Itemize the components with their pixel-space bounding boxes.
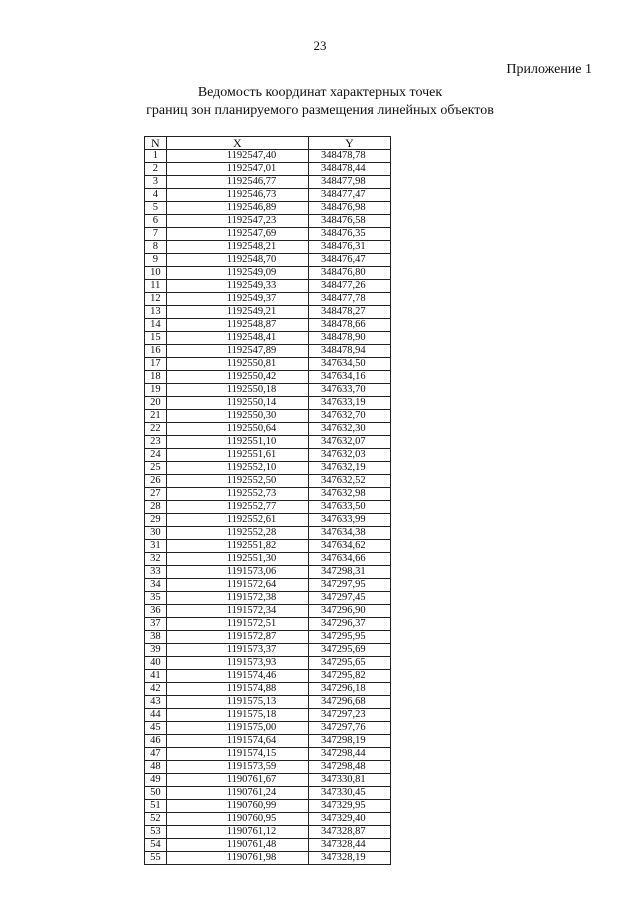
table-row — [145, 163, 391, 176]
table-row — [145, 397, 391, 410]
table-row — [145, 722, 391, 735]
x-coordinate-cell: 1190760,95 — [166, 813, 308, 826]
y-coordinate-cell: 348476,31 — [309, 241, 391, 254]
y-coordinate-cell: 347329,95 — [309, 800, 391, 813]
y-coordinate-cell: 347296,37 — [309, 618, 391, 631]
y-coordinate-cell: 347634,50 — [309, 358, 391, 371]
table-row — [145, 683, 391, 696]
y-coordinate-cell: 347632,52 — [309, 475, 391, 488]
x-coordinate-cell: 1192547,40 — [166, 150, 308, 163]
x-coordinate-cell: 1191573,06 — [166, 566, 308, 579]
point-number-cell: 1 — [145, 150, 167, 163]
x-coordinate-cell: 1192547,23 — [166, 215, 308, 228]
y-coordinate-cell: 347296,68 — [309, 696, 391, 709]
point-number-cell: 7 — [145, 228, 167, 241]
point-number-cell: 31 — [145, 540, 167, 553]
y-coordinate-cell: 348476,47 — [309, 254, 391, 267]
table-row — [145, 644, 391, 657]
column-header-x: X — [166, 137, 308, 150]
y-coordinate-cell: 348478,94 — [309, 345, 391, 358]
table-row — [145, 267, 391, 280]
table-row — [145, 839, 391, 852]
table-row — [145, 631, 391, 644]
table-row — [145, 306, 391, 319]
x-coordinate-cell: 1192548,21 — [166, 241, 308, 254]
table-row — [145, 657, 391, 670]
y-coordinate-cell: 347634,62 — [309, 540, 391, 553]
table-row — [145, 488, 391, 501]
x-coordinate-cell: 1191575,00 — [166, 722, 308, 735]
table-row — [145, 605, 391, 618]
point-number-cell: 30 — [145, 527, 167, 540]
table-row — [145, 150, 391, 163]
table-row — [145, 566, 391, 579]
table-row — [145, 436, 391, 449]
table-row — [145, 514, 391, 527]
x-coordinate-cell: 1192552,73 — [166, 488, 308, 501]
coordinates-table — [144, 136, 391, 865]
title-line-1: Ведомость координат характерных точек — [197, 85, 443, 100]
y-coordinate-cell: 347298,48 — [309, 761, 391, 774]
x-coordinate-cell: 1192546,77 — [166, 176, 308, 189]
x-coordinate-cell: 1192552,61 — [166, 514, 308, 527]
x-coordinate-cell: 1192551,82 — [166, 540, 308, 553]
y-coordinate-cell: 347328,87 — [309, 826, 391, 839]
point-number-cell: 38 — [145, 631, 167, 644]
point-number-cell: 3 — [145, 176, 167, 189]
y-coordinate-cell: 347295,95 — [309, 631, 391, 644]
y-coordinate-cell: 347632,03 — [309, 449, 391, 462]
point-number-cell: 24 — [145, 449, 167, 462]
y-coordinate-cell: 347328,19 — [309, 852, 391, 865]
point-number-cell: 39 — [145, 644, 167, 657]
column-header-n: N — [145, 137, 167, 150]
y-coordinate-cell: 347297,76 — [309, 722, 391, 735]
point-number-cell: 43 — [145, 696, 167, 709]
point-number-cell: 50 — [145, 787, 167, 800]
point-number-cell: 29 — [145, 514, 167, 527]
point-number-cell: 34 — [145, 579, 167, 592]
y-coordinate-cell: 348478,44 — [309, 163, 391, 176]
x-coordinate-cell: 1192547,01 — [166, 163, 308, 176]
y-coordinate-cell: 348477,26 — [309, 280, 391, 293]
table-row — [145, 852, 391, 865]
y-coordinate-cell: 348476,80 — [309, 267, 391, 280]
table-row — [145, 319, 391, 332]
y-coordinate-cell: 347632,30 — [309, 423, 391, 436]
y-coordinate-cell: 347295,69 — [309, 644, 391, 657]
y-coordinate-cell: 347633,70 — [309, 384, 391, 397]
x-coordinate-cell: 1190761,48 — [166, 839, 308, 852]
table-row — [145, 345, 391, 358]
point-number-cell: 47 — [145, 748, 167, 761]
table-row — [145, 787, 391, 800]
point-number-cell: 21 — [145, 410, 167, 423]
x-coordinate-cell: 1191572,34 — [166, 605, 308, 618]
x-coordinate-cell: 1190761,98 — [166, 852, 308, 865]
table-row — [145, 579, 391, 592]
table-row — [145, 215, 391, 228]
table-row — [145, 761, 391, 774]
y-coordinate-cell: 348478,27 — [309, 306, 391, 319]
table-header-row — [145, 137, 391, 150]
table-row — [145, 800, 391, 813]
y-coordinate-cell: 347298,19 — [309, 735, 391, 748]
y-coordinate-cell: 347632,70 — [309, 410, 391, 423]
y-coordinate-cell: 347296,18 — [309, 683, 391, 696]
table-row — [145, 202, 391, 215]
point-number-cell: 8 — [145, 241, 167, 254]
y-coordinate-cell: 347633,99 — [309, 514, 391, 527]
x-coordinate-cell: 1192549,21 — [166, 306, 308, 319]
title-line-2: границ зон планируемого размещения линейных объектов — [146, 103, 494, 118]
table-row — [145, 462, 391, 475]
y-coordinate-cell: 348476,58 — [309, 215, 391, 228]
table-row — [145, 709, 391, 722]
point-number-cell: 49 — [145, 774, 167, 787]
table-row — [145, 774, 391, 787]
x-coordinate-cell: 1192550,18 — [166, 384, 308, 397]
point-number-cell: 5 — [145, 202, 167, 215]
point-number-cell: 54 — [145, 839, 167, 852]
table-row — [145, 293, 391, 306]
page-number: 23 — [313, 38, 327, 53]
table-row — [145, 826, 391, 839]
table-row — [145, 735, 391, 748]
point-number-cell: 23 — [145, 436, 167, 449]
x-coordinate-cell: 1192550,81 — [166, 358, 308, 371]
table-row — [145, 592, 391, 605]
y-coordinate-cell: 348477,78 — [309, 293, 391, 306]
y-coordinate-cell: 347297,95 — [309, 579, 391, 592]
point-number-cell: 35 — [145, 592, 167, 605]
table-row — [145, 384, 391, 397]
y-coordinate-cell: 347295,82 — [309, 670, 391, 683]
table-row — [145, 501, 391, 514]
x-coordinate-cell: 1192550,42 — [166, 371, 308, 384]
table-row — [145, 228, 391, 241]
x-coordinate-cell: 1192547,89 — [166, 345, 308, 358]
point-number-cell: 22 — [145, 423, 167, 436]
table-row — [145, 670, 391, 683]
x-coordinate-cell: 1192552,10 — [166, 462, 308, 475]
x-coordinate-cell: 1191575,13 — [166, 696, 308, 709]
y-coordinate-cell: 347634,16 — [309, 371, 391, 384]
point-number-cell: 6 — [145, 215, 167, 228]
point-number-cell: 48 — [145, 761, 167, 774]
y-coordinate-cell: 347298,31 — [309, 566, 391, 579]
y-coordinate-cell: 347330,45 — [309, 787, 391, 800]
point-number-cell: 27 — [145, 488, 167, 501]
y-coordinate-cell: 347632,98 — [309, 488, 391, 501]
table-row — [145, 748, 391, 761]
table-row — [145, 475, 391, 488]
y-coordinate-cell: 347633,50 — [309, 501, 391, 514]
y-coordinate-cell: 347632,07 — [309, 436, 391, 449]
y-coordinate-cell: 348476,98 — [309, 202, 391, 215]
x-coordinate-cell: 1192552,28 — [166, 527, 308, 540]
y-coordinate-cell: 348477,98 — [309, 176, 391, 189]
x-coordinate-cell: 1192551,61 — [166, 449, 308, 462]
y-coordinate-cell: 347295,65 — [309, 657, 391, 670]
point-number-cell: 44 — [145, 709, 167, 722]
point-number-cell: 37 — [145, 618, 167, 631]
table-row — [145, 423, 391, 436]
x-coordinate-cell: 1192551,10 — [166, 436, 308, 449]
point-number-cell: 32 — [145, 553, 167, 566]
table-row — [145, 540, 391, 553]
y-coordinate-cell: 347328,44 — [309, 839, 391, 852]
table-body — [145, 150, 391, 865]
y-coordinate-cell: 347330,81 — [309, 774, 391, 787]
y-coordinate-cell: 347634,38 — [309, 527, 391, 540]
point-number-cell: 19 — [145, 384, 167, 397]
point-number-cell: 45 — [145, 722, 167, 735]
x-coordinate-cell: 1191572,64 — [166, 579, 308, 592]
document-title — [0, 84, 640, 120]
table-row — [145, 332, 391, 345]
x-coordinate-cell: 1191573,93 — [166, 657, 308, 670]
y-coordinate-cell: 347297,23 — [309, 709, 391, 722]
x-coordinate-cell: 1190761,12 — [166, 826, 308, 839]
x-coordinate-cell: 1192548,70 — [166, 254, 308, 267]
point-number-cell: 15 — [145, 332, 167, 345]
x-coordinate-cell: 1192548,41 — [166, 332, 308, 345]
x-coordinate-cell: 1191572,87 — [166, 631, 308, 644]
point-number-cell: 28 — [145, 501, 167, 514]
x-coordinate-cell: 1191573,59 — [166, 761, 308, 774]
point-number-cell: 53 — [145, 826, 167, 839]
x-coordinate-cell: 1192552,50 — [166, 475, 308, 488]
appendix-label: Приложение 1 — [506, 62, 592, 77]
table-row — [145, 241, 391, 254]
x-coordinate-cell: 1192548,87 — [166, 319, 308, 332]
table-row — [145, 553, 391, 566]
table-row — [145, 527, 391, 540]
y-coordinate-cell: 347329,40 — [309, 813, 391, 826]
x-coordinate-cell: 1192549,09 — [166, 267, 308, 280]
x-coordinate-cell: 1192549,33 — [166, 280, 308, 293]
x-coordinate-cell: 1191574,64 — [166, 735, 308, 748]
point-number-cell: 51 — [145, 800, 167, 813]
x-coordinate-cell: 1192551,30 — [166, 553, 308, 566]
x-coordinate-cell: 1192549,37 — [166, 293, 308, 306]
y-coordinate-cell: 347298,44 — [309, 748, 391, 761]
table-row — [145, 371, 391, 384]
y-coordinate-cell: 347297,45 — [309, 592, 391, 605]
x-coordinate-cell: 1192546,73 — [166, 189, 308, 202]
y-coordinate-cell: 348477,47 — [309, 189, 391, 202]
x-coordinate-cell: 1192550,14 — [166, 397, 308, 410]
x-coordinate-cell: 1191572,51 — [166, 618, 308, 631]
table-row — [145, 280, 391, 293]
x-coordinate-cell: 1192550,30 — [166, 410, 308, 423]
y-coordinate-cell: 347296,90 — [309, 605, 391, 618]
point-number-cell: 11 — [145, 280, 167, 293]
point-number-cell: 14 — [145, 319, 167, 332]
x-coordinate-cell: 1192546,89 — [166, 202, 308, 215]
y-coordinate-cell: 348478,66 — [309, 319, 391, 332]
x-coordinate-cell: 1190761,24 — [166, 787, 308, 800]
table-row — [145, 813, 391, 826]
y-coordinate-cell: 348478,78 — [309, 150, 391, 163]
column-header-y: Y — [309, 137, 391, 150]
point-number-cell: 17 — [145, 358, 167, 371]
x-coordinate-cell: 1191574,15 — [166, 748, 308, 761]
table-row — [145, 410, 391, 423]
table-row — [145, 176, 391, 189]
table-row — [145, 254, 391, 267]
table-row — [145, 696, 391, 709]
point-number-cell: 20 — [145, 397, 167, 410]
x-coordinate-cell: 1191574,88 — [166, 683, 308, 696]
y-coordinate-cell: 347634,66 — [309, 553, 391, 566]
point-number-cell: 18 — [145, 371, 167, 384]
x-coordinate-cell: 1191574,46 — [166, 670, 308, 683]
table-row — [145, 618, 391, 631]
x-coordinate-cell: 1190761,67 — [166, 774, 308, 787]
point-number-cell: 55 — [145, 852, 167, 865]
y-coordinate-cell: 347632,19 — [309, 462, 391, 475]
point-number-cell: 13 — [145, 306, 167, 319]
point-number-cell: 10 — [145, 267, 167, 280]
point-number-cell: 12 — [145, 293, 167, 306]
table-row — [145, 189, 391, 202]
y-coordinate-cell: 348478,90 — [309, 332, 391, 345]
x-coordinate-cell: 1191572,38 — [166, 592, 308, 605]
x-coordinate-cell: 1192550,64 — [166, 423, 308, 436]
x-coordinate-cell: 1190760,99 — [166, 800, 308, 813]
point-number-cell: 42 — [145, 683, 167, 696]
point-number-cell: 40 — [145, 657, 167, 670]
table-row — [145, 449, 391, 462]
point-number-cell: 2 — [145, 163, 167, 176]
point-number-cell: 36 — [145, 605, 167, 618]
point-number-cell: 4 — [145, 189, 167, 202]
x-coordinate-cell: 1192547,69 — [166, 228, 308, 241]
x-coordinate-cell: 1192552,77 — [166, 501, 308, 514]
y-coordinate-cell: 348476,35 — [309, 228, 391, 241]
point-number-cell: 9 — [145, 254, 167, 267]
point-number-cell: 25 — [145, 462, 167, 475]
x-coordinate-cell: 1191573,37 — [166, 644, 308, 657]
x-coordinate-cell: 1191575,18 — [166, 709, 308, 722]
table-row — [145, 358, 391, 371]
point-number-cell: 16 — [145, 345, 167, 358]
point-number-cell: 33 — [145, 566, 167, 579]
point-number-cell: 52 — [145, 813, 167, 826]
point-number-cell: 26 — [145, 475, 167, 488]
point-number-cell: 41 — [145, 670, 167, 683]
point-number-cell: 46 — [145, 735, 167, 748]
y-coordinate-cell: 347633,19 — [309, 397, 391, 410]
